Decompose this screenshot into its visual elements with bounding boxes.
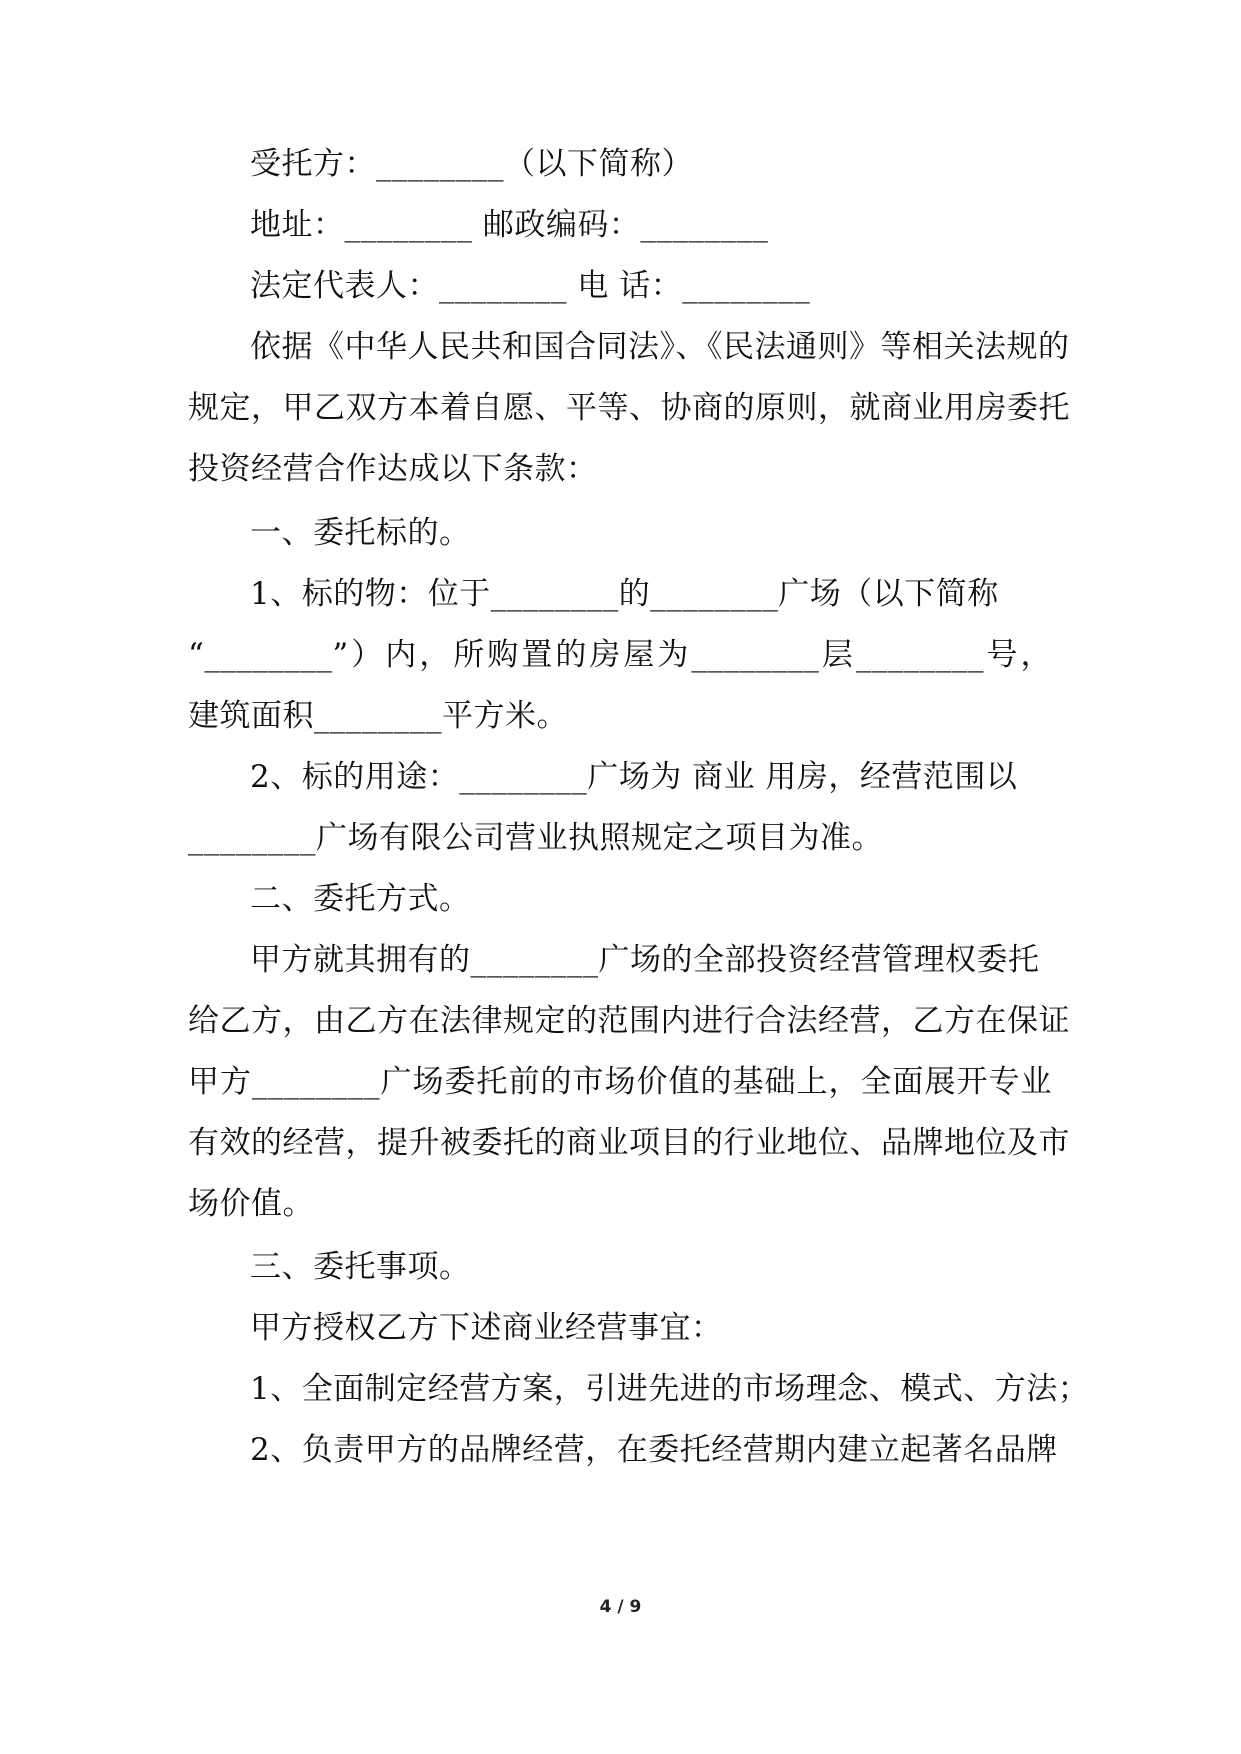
text-line: 1、全面制定经营方案，引进先进的市场理念、模式、方法；	[250, 1371, 1090, 1407]
text-line: ________广场有限公司营业执照规定之项目为准。	[188, 820, 883, 856]
section-heading: 二、委托方式。	[250, 881, 471, 917]
text-line: 法定代表人：________ 电 话：________	[250, 268, 811, 304]
text-line: 1、标的物：位于________的________广场（以下简称	[250, 576, 999, 612]
text-line: 场价值。	[188, 1186, 314, 1222]
text-line: 依据《中华人民共和国合同法》、《民法通则》等相关法规的	[250, 329, 1070, 365]
text-line: 受托方：________（以下简称）	[250, 146, 693, 182]
page-number: 4 / 9	[599, 1597, 642, 1617]
text-line: 地址：________ 邮政编码：________	[250, 207, 769, 243]
text-line: 建筑面积________平方米。	[188, 698, 568, 734]
text-line: 规定，甲乙双方本着自愿、平等、协商的原则，就商业用房委托	[188, 390, 1070, 426]
text-line: 甲方________广场委托前的市场价值的基础上，全面展开专业	[188, 1064, 1052, 1100]
text-line: 2、标的用途：________广场为 商业 用房，经营范围以	[250, 759, 1018, 795]
text-line: 投资经营合作达成以下条款：	[188, 451, 598, 487]
text-line: 有效的经营，提升被委托的商业项目的行业地位、品牌地位及市	[188, 1125, 1070, 1161]
text-line: “________”）内，所购置的房屋为________层________号，	[188, 637, 1052, 673]
text-line: 2、负责甲方的品牌经营，在委托经营期内建立起著名品牌	[250, 1432, 1058, 1468]
text-line: 给乙方，由乙方在法律规定的范围内进行合法经营，乙方在保证	[188, 1003, 1070, 1039]
text-line: 甲方授权乙方下述商业经营事宜：	[250, 1310, 723, 1346]
section-heading: 三、委托事项。	[250, 1249, 471, 1285]
section-heading: 一、委托标的。	[250, 515, 471, 551]
text-line: 甲方就其拥有的________广场的全部投资经营管理权委托	[250, 942, 1040, 978]
